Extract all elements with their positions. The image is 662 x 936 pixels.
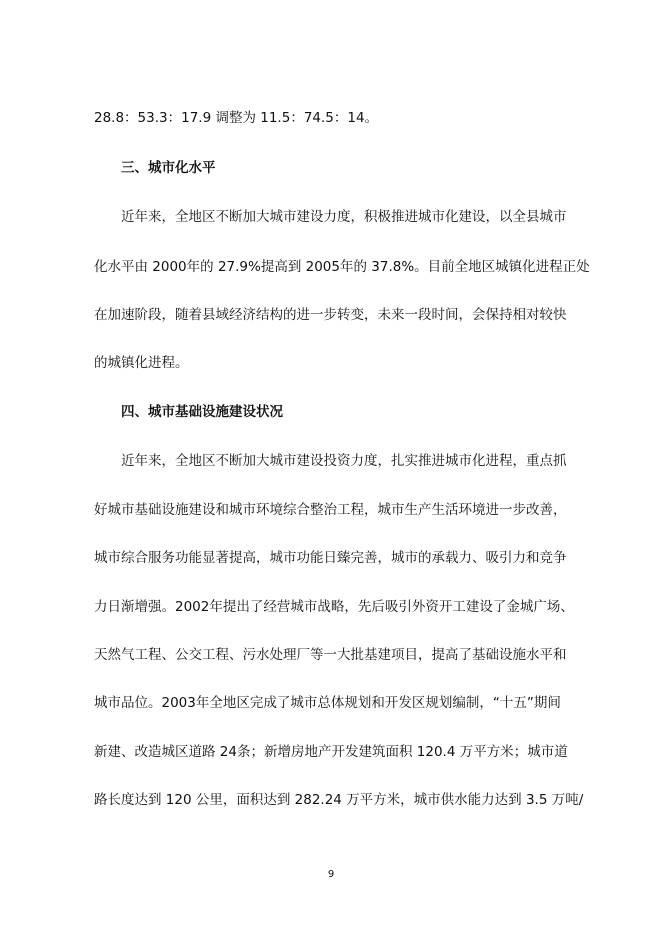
section-heading-urbanization: 三、城市化水平: [121, 160, 216, 176]
page-number: 9: [327, 869, 335, 880]
paragraph-line: 近年来，全地区不断加大城市建设投资力度，扎实推进城市化进程，重点抓: [121, 453, 567, 469]
section-heading-infrastructure: 四、城市基础设施建设状况: [121, 404, 283, 420]
paragraph-line: 力日渐增强。2002年提出了经营城市战略，先后吸引外资开工建设了金城广场、: [94, 599, 574, 615]
paragraph-line: 城市品位。2003年全地区完成了城市总体规划和开发区规划编制，“十五”期间: [94, 695, 561, 711]
paragraph-line: 的城镇化进程。: [94, 355, 189, 371]
text-line: 28.8：53.3：17.9 调整为 11.5：74.5：14。: [94, 110, 379, 126]
paragraph-line: 路长度达到 120 公里，面积达到 282.24 万平方米，城市供水能力达到 3.5 万吨/: [94, 792, 584, 808]
paragraph-line: 天然气工程、公交工程、污水处理厂等一大批基建项目，提高了基础设施水平和: [94, 647, 567, 663]
paragraph-line: 新建、改造城区道路 24条；新增房地产开发建筑面积 120.4 万平方米；城市道: [94, 744, 568, 760]
paragraph-line: 化水平由 2000年的 27.9%提高到 2005年的 37.8%。目前全地区城镇化进程正处: [94, 259, 590, 275]
paragraph-line: 在加速阶段，随着县域经济结构的进一步转变，未来一段时间，会保持相对较快: [94, 307, 567, 323]
paragraph-line: 城市综合服务功能显著提高，城市功能日臻完善，城市的承载力、吸引力和竞争: [94, 550, 567, 566]
paragraph-line: 近年来，全地区不断加大城市建设力度，积极推进城市化建设，以全县城市: [121, 209, 567, 225]
paragraph-line: 好城市基础设施建设和城市环境综合整治工程，城市生产生活环境进一步改善，: [94, 502, 567, 518]
